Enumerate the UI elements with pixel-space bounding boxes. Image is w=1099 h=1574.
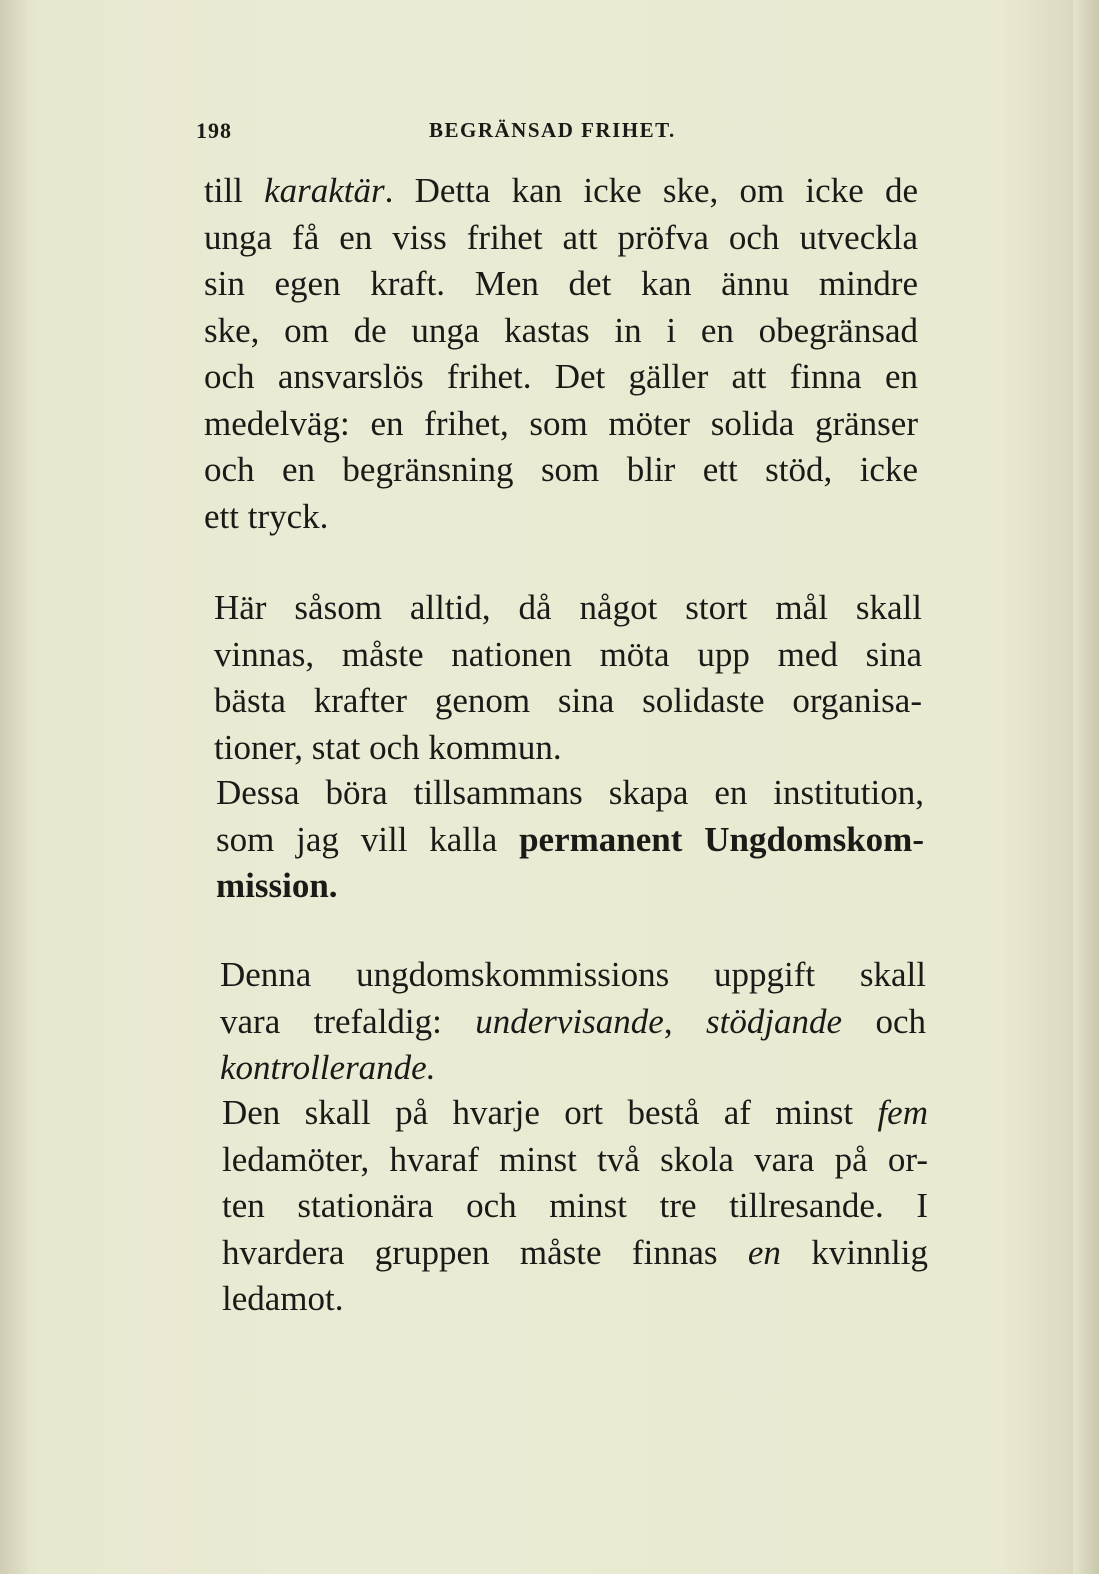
bold-text: mission.: [216, 866, 338, 905]
text-line: Dessa böra tillsammans skapa en institution,: [216, 773, 924, 812]
italic-text: karaktär: [264, 171, 385, 210]
text-line: Den skall på hvarje ort bestå af minst fem: [222, 1093, 928, 1132]
text-line: Denna ungdomskommissions uppgift skall: [220, 955, 926, 994]
page-left-edge: [0, 0, 28, 1574]
text-line: och en begränsning som blir ett stöd, icke: [204, 450, 918, 489]
text-line: till karaktär. Detta kan icke ske, om icke de: [204, 171, 918, 210]
text-line: vinnas, måste nationen möta upp med sina: [214, 634, 922, 674]
paragraph-4: [220, 952, 926, 1092]
text-line: tioner, stat och kommun.: [214, 727, 562, 767]
text-line: medelväg: en frihet, som möter solida gränser: [204, 403, 918, 443]
italic-text: fem: [877, 1093, 928, 1132]
text-line: Här såsom alltid, då något stort mål skall: [214, 588, 922, 627]
text-line: [216, 863, 924, 910]
text-line: ledamot.: [222, 1279, 344, 1318]
text-line: ten stationära och minst tre tillresande. I: [222, 1186, 928, 1225]
paragraph-5: [222, 1090, 928, 1323]
page-number: 198: [196, 118, 232, 143]
italic-text: stödjande: [705, 1001, 843, 1041]
text-line: [220, 1045, 926, 1092]
text-line: unga få en viss frihet att pröfva och utveckla: [204, 217, 918, 257]
text-line: bästa krafter genom sina solidaste organisa-: [214, 681, 922, 720]
italic-text: undervisande: [475, 1001, 664, 1041]
page-header: [196, 118, 716, 148]
text-line: ledamöter, hvaraf minst två skola vara på or-: [222, 1139, 928, 1179]
text-line: vara trefaldig: undervisande, stödjande och: [220, 1001, 926, 1041]
running-title: BEGRÄNSAD FRIHET.: [429, 118, 676, 142]
text-line: sin egen kraft. Men det kan ännu mindre: [204, 264, 918, 303]
text-line: ske, om de unga kastas in i en obegränsad: [204, 310, 918, 350]
italic-text: en: [747, 1232, 781, 1272]
text-line: som jag vill kalla permanent Ungdomskom-: [216, 819, 924, 859]
text-line: och ansvarslös frihet. Det gäller att finna en: [204, 357, 918, 396]
paragraph-2: [214, 585, 922, 771]
text-line: hvardera gruppen måste finnas en kvinnlig: [222, 1232, 928, 1272]
bold-text: permanent Ungdomskom-: [519, 819, 924, 859]
paragraph-1: [204, 168, 918, 540]
italic-text: kontrollerande.: [220, 1048, 436, 1087]
page-right-edge: [1073, 0, 1099, 1574]
text-line: ett tryck.: [204, 496, 329, 536]
paragraph-3: [216, 770, 924, 910]
